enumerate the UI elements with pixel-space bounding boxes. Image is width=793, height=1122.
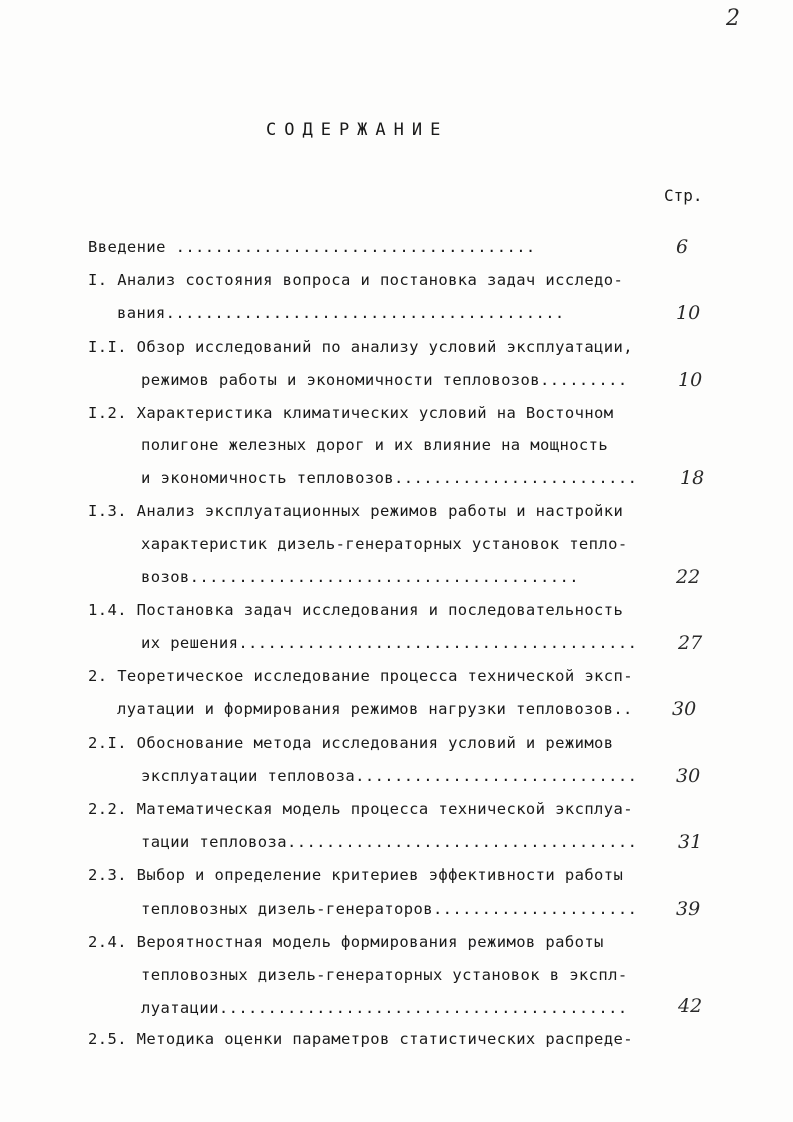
- toc-line: эксплуатации тепловоза.............................: [141, 767, 638, 785]
- toc-line: возов........................................: [141, 568, 579, 586]
- toc-page-ref: 6: [676, 236, 689, 258]
- toc-line: характеристик дизель-генераторных установок тепло-: [141, 535, 628, 553]
- toc-page-ref: 42: [678, 995, 703, 1017]
- toc-page-ref: 31: [678, 831, 703, 853]
- toc-line: I.I. Обзор исследований по анализу условий эксплуатации,: [88, 338, 633, 356]
- toc-line: 1.4. Постановка задач исследования и последовательность: [88, 601, 624, 619]
- toc-line: 2.5. Методика оценки параметров статистических распреде-: [88, 1030, 633, 1048]
- toc-line: 2.4. Вероятностная модель формирования режимов работы: [88, 933, 604, 951]
- contents-title: СОДЕРЖАНИЕ: [266, 120, 449, 140]
- toc-page-ref: 27: [678, 632, 703, 654]
- toc-line: вания.........................................: [117, 304, 565, 322]
- toc-line: луатации..........................................: [141, 999, 628, 1017]
- toc-page-ref: 30: [676, 765, 701, 787]
- toc-line: и экономичность тепловозов.........................: [141, 469, 638, 487]
- toc-page-ref: 18: [680, 467, 705, 489]
- toc-line: I.3. Анализ эксплуатационных режимов работы и настройки: [88, 502, 624, 520]
- toc-page-ref: 22: [676, 566, 701, 588]
- toc-line: тепловозных дизель-генераторов.....................: [141, 900, 638, 918]
- toc-line: их решения.........................................: [141, 634, 638, 652]
- toc-line: полигоне железных дорог и их влияние на мощность: [141, 436, 609, 454]
- toc-line: 2.2. Математическая модель процесса технической эксплуа-: [88, 800, 633, 818]
- toc-page-ref: 30: [672, 698, 697, 720]
- toc-line: Введение .....................................: [88, 238, 536, 256]
- toc-line: 2. Теоретическое исследование процесса технической эксп-: [88, 667, 633, 685]
- page-number: 2: [726, 6, 740, 31]
- toc-line: тепловозных дизель-генераторных установок в экспл-: [141, 966, 628, 984]
- toc-line: 2.3. Выбор и определение критериев эффективности работы: [88, 866, 624, 884]
- toc-page-ref: 39: [676, 898, 701, 920]
- page-column-header: Стр.: [664, 186, 703, 205]
- toc-line: I. Анализ состояния вопроса и постановка задач исследо-: [88, 271, 624, 289]
- toc-page-ref: 10: [676, 302, 701, 324]
- toc-line: тации тепловоза....................................: [141, 833, 638, 851]
- toc-line: режимов работы и экономичности тепловозов.........: [141, 371, 628, 389]
- toc-line: луатации и формирования режимов нагрузки тепловозов..: [117, 700, 633, 718]
- toc-page-ref: 10: [678, 369, 703, 391]
- toc-line: 2.I. Обоснование метода исследования условий и режимов: [88, 734, 614, 752]
- toc-line: I.2. Характеристика климатических условий на Восточном: [88, 404, 614, 422]
